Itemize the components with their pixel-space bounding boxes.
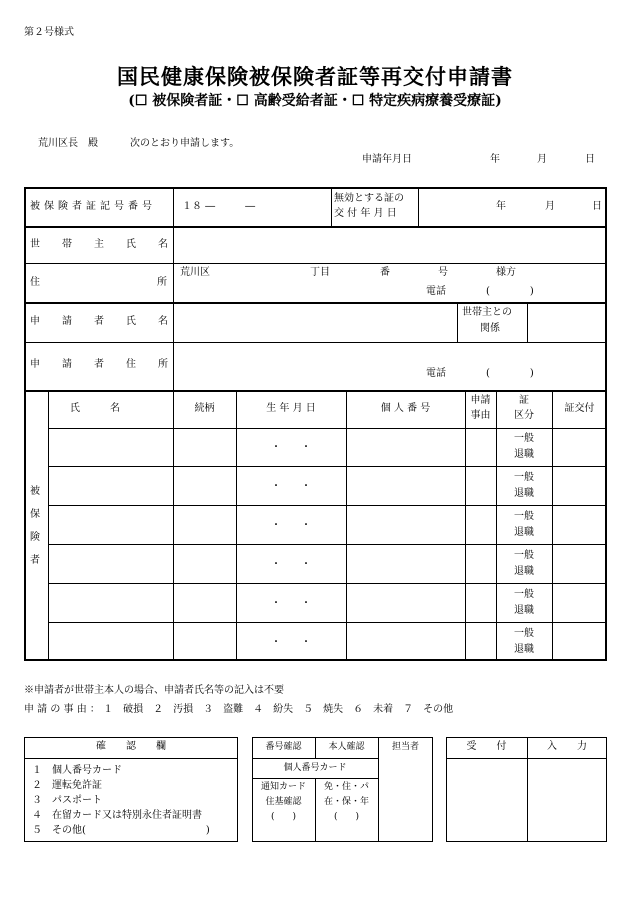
insured-number-prefix: １８ ― ― <box>182 201 256 212</box>
header-reason-2: 事由 <box>470 410 491 421</box>
id-types-2: 在・保・年 <box>323 797 369 807</box>
row-cert-general: 一般 <box>514 472 534 483</box>
page-title: 国民健康保険被保険者証等再交付申請書 <box>117 64 513 89</box>
address-label-1: 住 <box>30 277 40 288</box>
row-birth: ・ ・ <box>271 481 311 492</box>
invalid-date-label-1: 無効とする証の <box>334 193 404 204</box>
head-name-label: 世帯主氏名 <box>30 239 190 250</box>
header-name: 氏 名 <box>70 403 120 414</box>
confirm-item-1: １ 個人番号カード <box>32 765 122 776</box>
id-paren: ( ) <box>333 812 360 822</box>
applicant-name-label: 申請者氏名 <box>30 316 190 327</box>
address-go: 号 <box>438 267 448 278</box>
row-cert-retired: 退職 <box>514 566 534 577</box>
invalid-date-year: 年 <box>496 201 506 212</box>
row-birth: ・ ・ <box>271 520 311 531</box>
row-cert-general: 一般 <box>514 433 534 444</box>
page-subtitle: (☐ 被保険者証・☐ 高齢受給者証・☐ 特定疾病療養受療証) <box>128 93 502 109</box>
header-cert-1: 証 <box>519 395 529 406</box>
confirm-item-2: ２ 運転免許証 <box>32 780 102 791</box>
notice-card-label: 通知カード <box>260 782 306 792</box>
header-cert-2: 区分 <box>514 410 534 421</box>
side-label-1: 被 <box>30 486 40 497</box>
application-date-label: 申請年月日 <box>362 154 412 165</box>
header-reason-1: 申請 <box>470 395 491 406</box>
accept-label: 受 付 <box>466 741 507 752</box>
invalid-date-day: 日 <box>592 201 602 212</box>
row-cert-retired: 退職 <box>514 527 534 538</box>
application-date-month: 月 <box>537 154 547 165</box>
header-relation: 続柄 <box>194 403 215 414</box>
card-label: 個人番号カード <box>283 763 347 773</box>
header-issue: 証交付 <box>564 403 595 414</box>
staff-label: 担当者 <box>391 742 419 752</box>
identity-check-label: 本人確認 <box>328 742 365 752</box>
id-types-1: 免・住・パ <box>323 782 369 792</box>
addressee: 荒川区長 殿 <box>38 138 98 149</box>
insured-number-label: 被保険者証記号番号 <box>30 201 156 212</box>
row-cert-general: 一般 <box>514 550 534 561</box>
applicant-phone-paren: ( ) <box>486 368 534 379</box>
address-label-2: 所 <box>157 277 167 288</box>
application-date-day: 日 <box>585 154 595 165</box>
row-birth: ・ ・ <box>271 442 311 453</box>
invalid-date-label-2: 交 付 年 月 日 <box>334 208 397 219</box>
applicant-address-label: 申請者住所 <box>30 359 190 370</box>
address-ward: 荒川区 <box>180 267 210 278</box>
note-text: ※申請者が世帯主本人の場合、申請者氏名等の記入は不要 <box>24 685 284 696</box>
row-birth: ・ ・ <box>271 559 311 570</box>
notice-paren: ( ) <box>270 812 297 822</box>
row-birth: ・ ・ <box>271 598 311 609</box>
request-statement: 次のとおり申請します。 <box>130 138 240 149</box>
resident-check-label: 住基確認 <box>265 797 302 807</box>
header-personal-number: 個 人 番 号 <box>380 403 431 414</box>
address-chome: 丁目 <box>310 267 330 278</box>
row-birth: ・ ・ <box>271 637 311 648</box>
row-cert-general: 一般 <box>514 511 534 522</box>
row-cert-retired: 退職 <box>514 488 534 499</box>
row-cert-retired: 退職 <box>514 449 534 460</box>
invalid-date-month: 月 <box>545 201 555 212</box>
address-ban: 番 <box>380 267 390 278</box>
relation-label-1: 世帯主との <box>462 307 512 318</box>
header-birth: 生 年 月 日 <box>266 403 316 414</box>
row-cert-retired: 退職 <box>514 644 534 655</box>
side-label-2: 保 <box>30 509 40 520</box>
phone-paren: ( ) <box>486 286 534 297</box>
confirm-item-3: ３ パスポート <box>32 795 102 806</box>
confirm-item-4: ４ 在留カード又は特別永住者証明書 <box>32 810 202 821</box>
phone-label: 電話 <box>426 286 446 297</box>
confirm-item-5: ５ その他( ) <box>32 825 210 836</box>
reasons-text: 申 請 の 事 由 ： １ 破損 ２ 汚損 ３ 盗難 ４ 紛失 ５ 焼失 ６ 未着 ７ その他 <box>24 704 454 715</box>
side-label-4: 者 <box>30 555 40 566</box>
application-date-year: 年 <box>490 154 500 165</box>
row-cert-general: 一般 <box>514 589 534 600</box>
address-sama: 様方 <box>496 267 516 278</box>
input-label: 入 力 <box>547 741 587 752</box>
relation-label-2: 関係 <box>480 323 500 334</box>
row-cert-general: 一般 <box>514 628 534 639</box>
applicant-phone-label: 電話 <box>426 368 446 379</box>
row-cert-retired: 退職 <box>514 605 534 616</box>
form-number: 第２号様式 <box>24 27 74 38</box>
number-check-label: 番号確認 <box>265 742 302 752</box>
confirm-header: 確 認 欄 <box>96 741 166 752</box>
side-label-3: 険 <box>30 532 40 543</box>
